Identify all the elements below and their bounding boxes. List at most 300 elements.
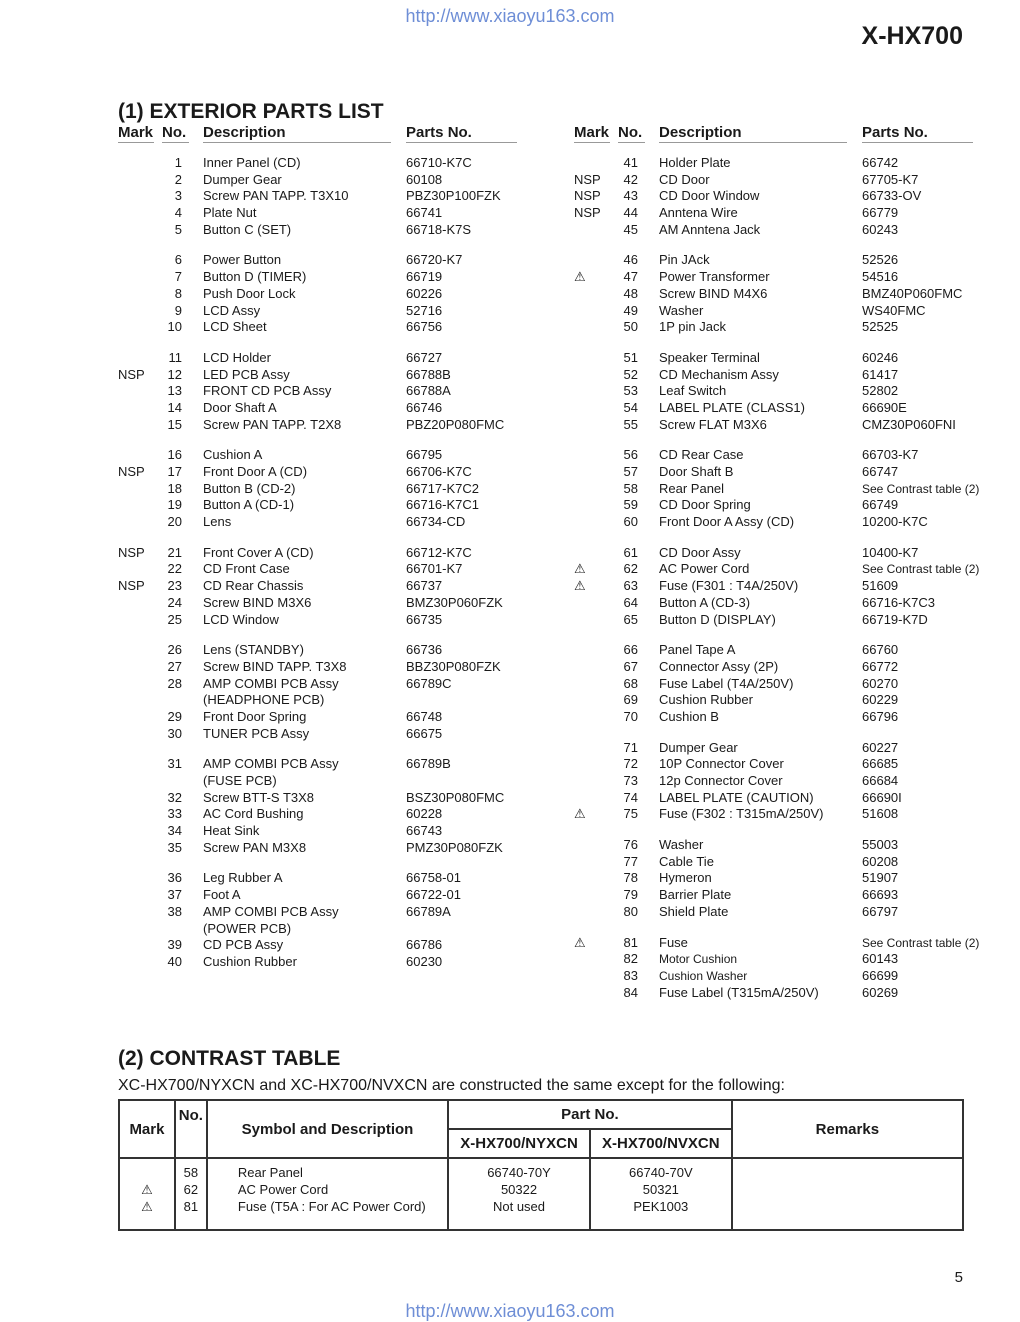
- number-cell: 60: [623, 514, 638, 530]
- parts-row: [574, 350, 984, 367]
- description-cell: Screw PAN TAPP. T3X10: [203, 188, 349, 204]
- part-number-cell: 51608: [862, 806, 899, 822]
- part-number-cell: 66720-K7: [406, 252, 463, 268]
- parts-group: [574, 642, 984, 725]
- part-number-cell: 66746: [406, 399, 443, 415]
- parts-row: [574, 740, 984, 757]
- description-cell: CD Rear Chassis: [203, 578, 304, 594]
- number-cell: 38: [167, 903, 182, 919]
- column-header: [118, 124, 528, 144]
- number-cell: 46: [623, 252, 638, 268]
- description-cell: Motor Cushion: [659, 952, 738, 967]
- parts-row: [118, 756, 528, 773]
- description-cell: Cable Tie: [659, 853, 714, 869]
- description-cell: Screw PAN M3X8: [203, 839, 307, 855]
- description-cell: Washer: [659, 837, 704, 853]
- header-no: No.: [618, 124, 645, 143]
- description-cell: CD Door Spring: [659, 497, 751, 513]
- description-cell: CD Rear Case: [659, 447, 744, 463]
- description-cell: Cushion A: [203, 447, 263, 463]
- part-number-cell: 61417: [862, 366, 899, 382]
- part-number-cell: 66699: [862, 967, 899, 983]
- parts-row: [118, 726, 528, 743]
- parts-row: [118, 350, 528, 367]
- part-number-cell: 66716-K7C1: [406, 497, 479, 513]
- part-number-cell: 66786: [406, 937, 443, 953]
- part-number-cell: 66789C: [406, 675, 452, 691]
- parts-row: [118, 823, 528, 840]
- number-cell: 33: [167, 806, 182, 822]
- part-number-cell: 66710-K7C: [406, 155, 472, 170]
- ct-header-remarks: Remarks: [732, 1100, 963, 1158]
- parts-row: [118, 514, 528, 531]
- part-number-cell: 60108: [406, 171, 443, 187]
- description-cell: Fuse (F302 : T315mA/250V): [659, 806, 824, 822]
- parts-group: [574, 447, 984, 530]
- parts-row: [118, 790, 528, 807]
- part-number-cell: BMZ40P060FMC: [862, 285, 963, 301]
- number-cell: 65: [623, 611, 638, 627]
- parts-row: [118, 870, 528, 887]
- description-cell: Front Door Spring: [203, 708, 307, 724]
- description-cell: Dumper Gear: [203, 171, 282, 187]
- description-cell: Push Door Lock: [203, 285, 296, 301]
- ct-no-cell: 58 62 81: [175, 1158, 207, 1230]
- parts-row: [574, 676, 984, 693]
- ct-mark-cell: ⚠ ⚠: [119, 1158, 175, 1230]
- number-cell: 83: [623, 967, 638, 983]
- description-cell: Cushion Rubber: [659, 692, 753, 708]
- parts-row: [574, 870, 984, 887]
- ct-header-description: Symbol and Description: [207, 1100, 448, 1158]
- part-number-cell: 66706-K7C: [406, 464, 472, 479]
- part-number-cell: 66684: [862, 773, 899, 788]
- number-cell: 52: [623, 366, 638, 382]
- description-cell: Button D (TIMER): [203, 269, 307, 285]
- description-cell: Lens: [203, 514, 232, 530]
- part-number-cell: 66693: [862, 887, 899, 903]
- description-cell: Front Door A (CD): [203, 464, 308, 479]
- description-cell: Door Shaft B: [659, 464, 734, 479]
- parts-row: [574, 709, 984, 726]
- mark-cell: NSP: [574, 171, 601, 187]
- parts-row: [574, 464, 984, 481]
- parts-row: [118, 692, 528, 709]
- number-cell: 51: [623, 349, 638, 365]
- description-cell: TUNER PCB Assy: [203, 725, 310, 741]
- part-number-cell: See Contrast table (2): [862, 935, 980, 950]
- parts-group: [118, 252, 528, 335]
- part-number-cell: 66760: [862, 642, 899, 658]
- ct-header-mark: Mark: [119, 1100, 175, 1158]
- parts-row: [574, 447, 984, 464]
- part-number-cell: 66727: [406, 349, 443, 365]
- number-cell: 19: [167, 497, 182, 513]
- parts-row: [574, 252, 984, 269]
- description-cell: FRONT CD PCB Assy: [203, 383, 332, 399]
- parts-row: [574, 904, 984, 921]
- ct-remarks-cell: [732, 1158, 963, 1230]
- description-cell: CD Door Window: [659, 188, 760, 204]
- number-cell: 10: [167, 319, 182, 335]
- part-number-cell: PMZ30P080FZK: [406, 839, 503, 855]
- number-cell: 13: [167, 383, 182, 399]
- description-cell: Cushion B: [659, 708, 719, 724]
- number-cell: 36: [167, 870, 182, 886]
- number-cell: 23: [167, 578, 182, 594]
- parts-row: [574, 269, 984, 286]
- number-cell: 42: [623, 171, 638, 187]
- part-number-cell: 66734-CD: [406, 514, 466, 530]
- description-cell: LED PCB Assy: [203, 366, 290, 382]
- description-cell: Leaf Switch: [659, 383, 727, 399]
- ct-header-model-nvxcn: X-HX700/NVXCN: [590, 1129, 732, 1158]
- parts-row: [574, 968, 984, 985]
- parts-row: [118, 172, 528, 189]
- description-cell: LABEL PLATE (CAUTION): [659, 789, 814, 805]
- part-number-cell: 66712-K7C: [406, 544, 472, 560]
- description-cell: Screw PAN TAPP. T2X8: [203, 416, 342, 432]
- description-cell: Cushion Washer: [659, 968, 748, 983]
- parts-column-left: [118, 124, 528, 971]
- part-number-cell: 66796: [862, 708, 899, 724]
- description-cell: Power Transformer: [659, 269, 770, 285]
- number-cell: 1: [174, 155, 182, 170]
- mark-cell: NSP: [118, 366, 145, 382]
- description-cell: Foot A: [203, 887, 241, 903]
- parts-row: [574, 854, 984, 871]
- part-number-cell: 66756: [406, 319, 443, 335]
- number-cell: 14: [167, 399, 182, 415]
- parts-row: [574, 692, 984, 709]
- number-cell: 50: [623, 319, 638, 335]
- parts-row: [118, 937, 528, 954]
- description-cell: (POWER PCB): [203, 920, 292, 936]
- description-cell: Connector Assy (2P): [659, 658, 779, 674]
- number-cell: 9: [174, 302, 182, 318]
- mark-cell: NSP: [118, 464, 145, 479]
- description-cell: Washer: [659, 302, 704, 318]
- part-number-cell: 66735: [406, 611, 443, 627]
- parts-row: [574, 205, 984, 222]
- description-cell: Front Door A Assy (CD): [659, 514, 795, 530]
- parts-row: [118, 709, 528, 726]
- header-description: Description: [203, 124, 391, 143]
- mark-cell: ⚠: [574, 806, 586, 822]
- parts-row: [118, 497, 528, 514]
- part-number-cell: 52716: [406, 302, 443, 318]
- part-number-cell: 66788B: [406, 366, 451, 382]
- parts-row: [574, 497, 984, 514]
- description-cell: AMP COMBI PCB Assy: [203, 675, 339, 691]
- description-cell: Plate Nut: [203, 205, 257, 221]
- part-number-cell: 52525: [862, 319, 899, 335]
- mark-cell: ⚠: [574, 934, 586, 950]
- part-number-cell: 66772: [862, 658, 899, 674]
- description-cell: LCD Holder: [203, 349, 271, 365]
- number-cell: 72: [623, 756, 638, 772]
- header-parts-no: Parts No.: [862, 124, 973, 143]
- parts-row: [574, 514, 984, 531]
- description-cell: Barrier Plate: [659, 887, 732, 903]
- parts-row: [574, 400, 984, 417]
- parts-group: [574, 350, 984, 433]
- parts-row: [118, 676, 528, 693]
- description-cell: Anntena Wire: [659, 205, 738, 221]
- source-url-top[interactable]: http://www.xiaoyu163.com: [405, 6, 615, 26]
- number-cell: 30: [167, 725, 182, 741]
- number-cell: 7: [174, 269, 182, 285]
- parts-group: [574, 252, 984, 335]
- parts-group: [574, 740, 984, 823]
- part-number-cell: See Contrast table (2): [862, 481, 980, 496]
- part-number-cell: 66690I: [862, 789, 902, 805]
- description-cell: Dumper Gear: [659, 739, 738, 755]
- description-cell: CD Door Assy: [659, 544, 741, 560]
- mark-cell: ⚠: [574, 561, 586, 577]
- description-cell: LCD Window: [203, 611, 279, 627]
- part-number-cell: 66779: [862, 205, 899, 221]
- description-cell: AMP COMBI PCB Assy: [203, 756, 339, 772]
- parts-row: [118, 806, 528, 823]
- part-number-cell: 66690E: [862, 399, 907, 415]
- part-number-cell: PBZ20P080FMC: [406, 416, 505, 432]
- number-cell: 58: [623, 480, 638, 496]
- parts-group: [118, 870, 528, 970]
- part-number-cell: 51609: [862, 578, 899, 594]
- description-cell: CD Front Case: [203, 561, 290, 577]
- description-cell: (FUSE PCB): [203, 773, 277, 788]
- number-cell: 29: [167, 708, 182, 724]
- number-cell: 53: [623, 383, 638, 399]
- number-cell: 15: [167, 416, 182, 432]
- description-cell: LCD Assy: [203, 302, 261, 318]
- parts-row: [118, 367, 528, 384]
- parts-row: [118, 545, 528, 562]
- parts-row: [574, 417, 984, 434]
- description-cell: 10P Connector Cover: [659, 756, 784, 772]
- part-number-cell: 66685: [862, 756, 899, 772]
- parts-row: [118, 840, 528, 857]
- number-cell: 49: [623, 302, 638, 318]
- part-number-cell: 66716-K7C3: [862, 594, 935, 610]
- parts-row: [118, 904, 528, 921]
- part-number-cell: 67705-K7: [862, 171, 919, 187]
- part-number-cell: 60246: [862, 349, 899, 365]
- description-cell: Fuse Label (T4A/250V): [659, 675, 794, 691]
- number-cell: 77: [623, 853, 638, 869]
- parts-row: [574, 188, 984, 205]
- number-cell: 63: [623, 578, 638, 594]
- header-mark: Mark: [574, 124, 610, 141]
- number-cell: 43: [623, 188, 638, 204]
- number-cell: 54: [623, 399, 638, 415]
- mark-cell: ⚠: [574, 578, 586, 594]
- number-cell: 2: [174, 171, 182, 187]
- part-number-cell: 66743: [406, 823, 443, 839]
- ct-model-nvxcn-cell: 66740-70V 50321 PEK1003: [590, 1158, 732, 1230]
- number-cell: 41: [623, 155, 638, 170]
- part-number-cell: 66719-K7D: [862, 611, 928, 627]
- part-number-cell: 66703-K7: [862, 447, 919, 463]
- parts-row: [118, 464, 528, 481]
- parts-row: [118, 286, 528, 303]
- number-cell: 17: [167, 464, 182, 479]
- part-number-cell: 66747: [862, 464, 899, 479]
- description-cell: Power Button: [203, 252, 282, 268]
- description-cell: Door Shaft A: [203, 399, 277, 415]
- part-number-cell: 60228: [406, 806, 443, 822]
- ct-description-cell: Rear Panel AC Power Cord Fuse (T5A : For AC Power Cord): [207, 1158, 448, 1230]
- parts-row: [118, 383, 528, 400]
- header-parts-no: Parts No.: [406, 124, 517, 143]
- number-cell: 73: [623, 773, 638, 788]
- number-cell: 37: [167, 887, 182, 903]
- parts-row: [574, 481, 984, 498]
- ct-model-nyxcn-cell: 66740-70Y 50322 Not used: [448, 1158, 590, 1230]
- description-cell: Screw FLAT M3X6: [659, 416, 767, 432]
- parts-row: [118, 447, 528, 464]
- part-number-cell: 66717-K7C2: [406, 480, 479, 496]
- source-url-bottom[interactable]: http://www.xiaoyu163.com: [405, 1301, 615, 1321]
- number-cell: 74: [623, 789, 638, 805]
- description-cell: Rear Panel: [659, 480, 725, 496]
- number-cell: 35: [167, 839, 182, 855]
- part-number-cell: CMZ30P060FNI: [862, 416, 956, 432]
- number-cell: 71: [623, 739, 638, 755]
- description-cell: (HEADPHONE PCB): [203, 692, 325, 708]
- parts-group: [118, 642, 528, 742]
- parts-row: [118, 155, 528, 172]
- description-cell: LCD Sheet: [203, 319, 267, 335]
- parts-group: [118, 545, 528, 628]
- number-cell: 56: [623, 447, 638, 463]
- description-cell: CD Mechanism Assy: [659, 366, 779, 382]
- parts-row: [574, 578, 984, 595]
- parts-row: [574, 837, 984, 854]
- exterior-parts-title: (1) EXTERIOR PARTS LIST: [118, 100, 384, 123]
- number-cell: 81: [623, 934, 638, 950]
- parts-row: [574, 659, 984, 676]
- description-cell: Button A (CD-3): [659, 594, 751, 610]
- description-cell: Pin JAck: [659, 252, 710, 268]
- number-cell: 55: [623, 416, 638, 432]
- description-cell: Shield Plate: [659, 903, 729, 919]
- description-cell: Leg Rubber A: [203, 870, 283, 886]
- description-cell: Fuse (F301 : T4A/250V): [659, 578, 799, 594]
- parts-row: [118, 269, 528, 286]
- parts-row: [118, 188, 528, 205]
- parts-row: [118, 481, 528, 498]
- description-cell: Panel Tape A: [659, 642, 736, 658]
- parts-row: [574, 773, 984, 790]
- number-cell: 11: [168, 349, 182, 365]
- parts-group: [118, 350, 528, 433]
- parts-row: [118, 222, 528, 239]
- parts-group: [574, 155, 984, 238]
- mark-cell: NSP: [574, 188, 601, 204]
- part-number-cell: 60270: [862, 675, 899, 691]
- part-number-cell: 66733-OV: [862, 188, 922, 204]
- part-number-cell: 66701-K7: [406, 561, 463, 577]
- part-number-cell: 51907: [862, 870, 899, 886]
- number-cell: 31: [167, 756, 182, 772]
- number-cell: 12: [167, 366, 182, 382]
- parts-row: [118, 205, 528, 222]
- parts-group: [118, 447, 528, 530]
- description-cell: AC Cord Bushing: [203, 806, 304, 822]
- parts-row: [118, 612, 528, 629]
- parts-row: [574, 286, 984, 303]
- parts-group: [118, 756, 528, 856]
- number-cell: 22: [167, 561, 182, 577]
- mark-cell: NSP: [574, 205, 601, 221]
- contrast-table-title: (2) CONTRAST TABLE: [118, 1047, 341, 1070]
- number-cell: 24: [167, 594, 182, 610]
- parts-row: [574, 790, 984, 807]
- description-cell: Speaker Terminal: [659, 349, 760, 365]
- part-number-cell: 66789B: [406, 756, 451, 772]
- number-cell: 8: [174, 285, 182, 301]
- number-cell: 48: [623, 285, 638, 301]
- header-no: No.: [162, 124, 189, 143]
- number-cell: 21: [167, 544, 182, 560]
- parts-row: [574, 303, 984, 320]
- description-cell: CD PCB Assy: [203, 937, 284, 953]
- parts-row: [574, 367, 984, 384]
- number-cell: 16: [167, 447, 182, 463]
- number-cell: 27: [167, 658, 182, 674]
- number-cell: 6: [174, 252, 182, 268]
- parts-row: [118, 417, 528, 434]
- parts-row: [574, 612, 984, 629]
- contrast-table: [118, 1099, 964, 1231]
- part-number-cell: 60143: [862, 951, 899, 967]
- parts-group: [574, 837, 984, 920]
- description-cell: AMP COMBI PCB Assy: [203, 903, 339, 919]
- part-number-cell: 52802: [862, 383, 899, 399]
- description-cell: Button B (CD-2): [203, 480, 296, 496]
- part-number-cell: 66749: [862, 497, 899, 513]
- parts-row: [118, 303, 528, 320]
- number-cell: 20: [167, 514, 182, 530]
- parts-row: [574, 595, 984, 612]
- number-cell: 26: [167, 642, 182, 658]
- part-number-cell: 66788A: [406, 383, 451, 399]
- description-cell: AM Anntena Jack: [659, 221, 761, 237]
- description-cell: Holder Plate: [659, 155, 731, 170]
- part-number-cell: 60269: [862, 984, 899, 1000]
- description-cell: Hymeron: [659, 870, 712, 886]
- description-cell: 12p Connector Cover: [659, 773, 783, 788]
- number-cell: 28: [167, 675, 182, 691]
- parts-row: [118, 561, 528, 578]
- number-cell: 61: [623, 544, 638, 560]
- description-cell: Button D (DISPLAY): [659, 611, 776, 627]
- part-number-cell: 60227: [862, 739, 899, 755]
- part-number-cell: 66797: [862, 903, 899, 919]
- number-cell: 69: [623, 692, 638, 708]
- parts-row: [118, 642, 528, 659]
- description-cell: Fuse Label (T315mA/250V): [659, 984, 819, 1000]
- number-cell: 18: [167, 480, 182, 496]
- part-number-cell: BSZ30P080FMC: [406, 789, 505, 805]
- part-number-cell: 10200-K7C: [862, 514, 928, 530]
- part-number-cell: 60229: [862, 692, 899, 708]
- ct-header-part-no: Part No.: [448, 1100, 732, 1129]
- header-mark: Mark: [118, 124, 154, 141]
- parts-group: [574, 545, 984, 628]
